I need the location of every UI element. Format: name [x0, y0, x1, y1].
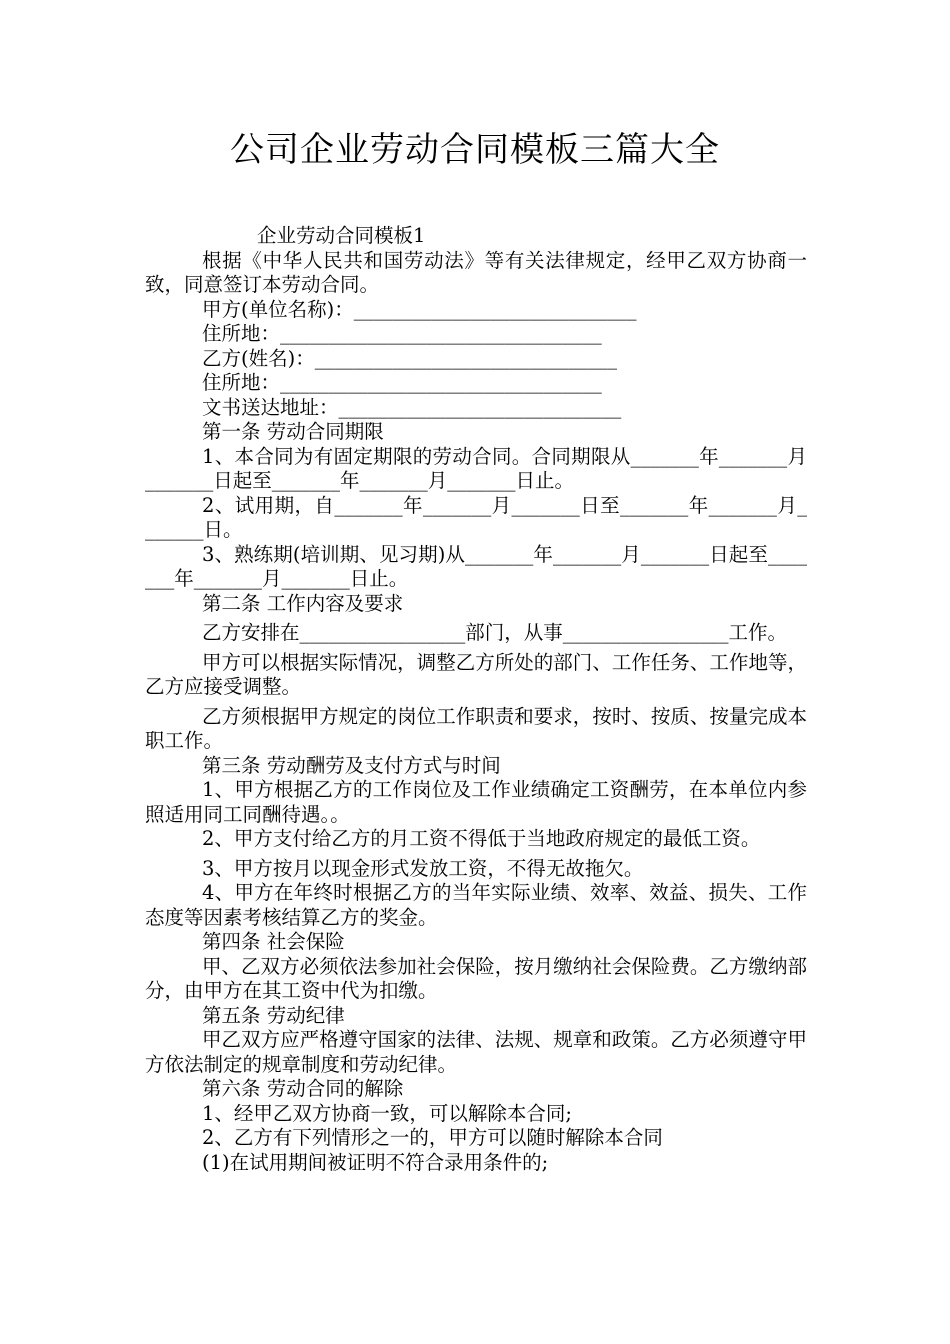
clause-paragraph: 乙方须根据甲方规定的岗位工作职责和要求，按时、按质、按量完成本职工作。 — [145, 704, 807, 752]
party-a-name-line: 甲方(单位名称)：_____________________________ — [202, 297, 637, 321]
document-body — [145, 224, 807, 1175]
article-heading: 第四条 社会保险 — [202, 930, 345, 953]
clause-paragraph: 乙方安排在_________________部门，从事_________________工作。 — [202, 621, 788, 644]
clause-paragraph: 2、甲方支付给乙方的月工资不得低于当地政府规定的最低工资。 — [202, 827, 761, 850]
clause-paragraph: 1、经甲乙双方协商一致，可以解除本合同; — [202, 1101, 572, 1125]
section-subtitle: 企业劳动合同模板1 — [257, 224, 426, 247]
clause-paragraph: 2、乙方有下列情形之一的，甲方可以随时解除本合同 — [202, 1126, 663, 1149]
article-heading: 第五条 劳动纪律 — [202, 1003, 345, 1027]
preamble-paragraph: 根据《中华人民共和国劳动法》等有关法律规定，经甲乙双方协商一致，同意签订本劳动合同。 — [145, 248, 807, 296]
article-heading: 第一条 劳动合同期限 — [202, 420, 384, 443]
clause-paragraph: (1)在试用期间被证明不符合录用条件的; — [202, 1150, 549, 1174]
article-heading: 第二条 工作内容及要求 — [202, 591, 404, 615]
article-heading: 第三条 劳动酬劳及支付方式与时间 — [202, 753, 501, 777]
party-a-address-line: 住所地：_________________________________ — [202, 322, 602, 345]
clause-paragraph: 1、甲方根据乙方的工作岗位及工作业绩确定工资酬劳，在本单位内参照适用同工同酬待遇。。 — [145, 778, 807, 826]
clause-paragraph: 甲方可以根据实际情况，调整乙方所处的部门、工作任务、工作地等，乙方应接受调整。 — [145, 650, 807, 698]
article-heading: 第六条 劳动合同的解除 — [202, 1077, 404, 1100]
party-b-address-line: 住所地：_________________________________ — [202, 371, 602, 394]
clause-paragraph: 2、试用期，自_______年_______月_______日至_______年_______月_______日。 — [145, 493, 807, 541]
party-b-name-line: 乙方(姓名)：_______________________________ — [202, 346, 617, 370]
document-title: 公司企业劳动合同模板三篇大全 — [230, 130, 720, 170]
clause-paragraph: 4、甲方在年终时根据乙方的当年实际业绩、效率、效益、损失、工作态度等因素考核结算乙方的奖金。 — [145, 881, 807, 929]
clause-paragraph: 甲乙双方应严格遵守国家的法律、法规、规章和政策。乙方必须遵守甲方依法制定的规章制度和劳动纪律。 — [145, 1028, 807, 1076]
clause-paragraph: 1、本合同为有固定期限的劳动合同。合同期限从_______年_______月_______日起至_______年_______月_______日止。 — [145, 444, 807, 492]
clause-paragraph: 3、熟练期(培训期、见习期)从_______年_______月_______日起至_______年_______月_______日止。 — [145, 542, 807, 590]
clause-paragraph: 3、甲方按月以现金形式发放工资，不得无故拖欠。 — [202, 856, 644, 880]
service-address-line: 文书送达地址：_____________________________ — [202, 395, 622, 419]
clause-paragraph: 甲、乙双方必须依法参加社会保险，按月缴纳社会保险费。乙方缴纳部分，由甲方在其工资中代为扣缴。 — [145, 954, 807, 1002]
